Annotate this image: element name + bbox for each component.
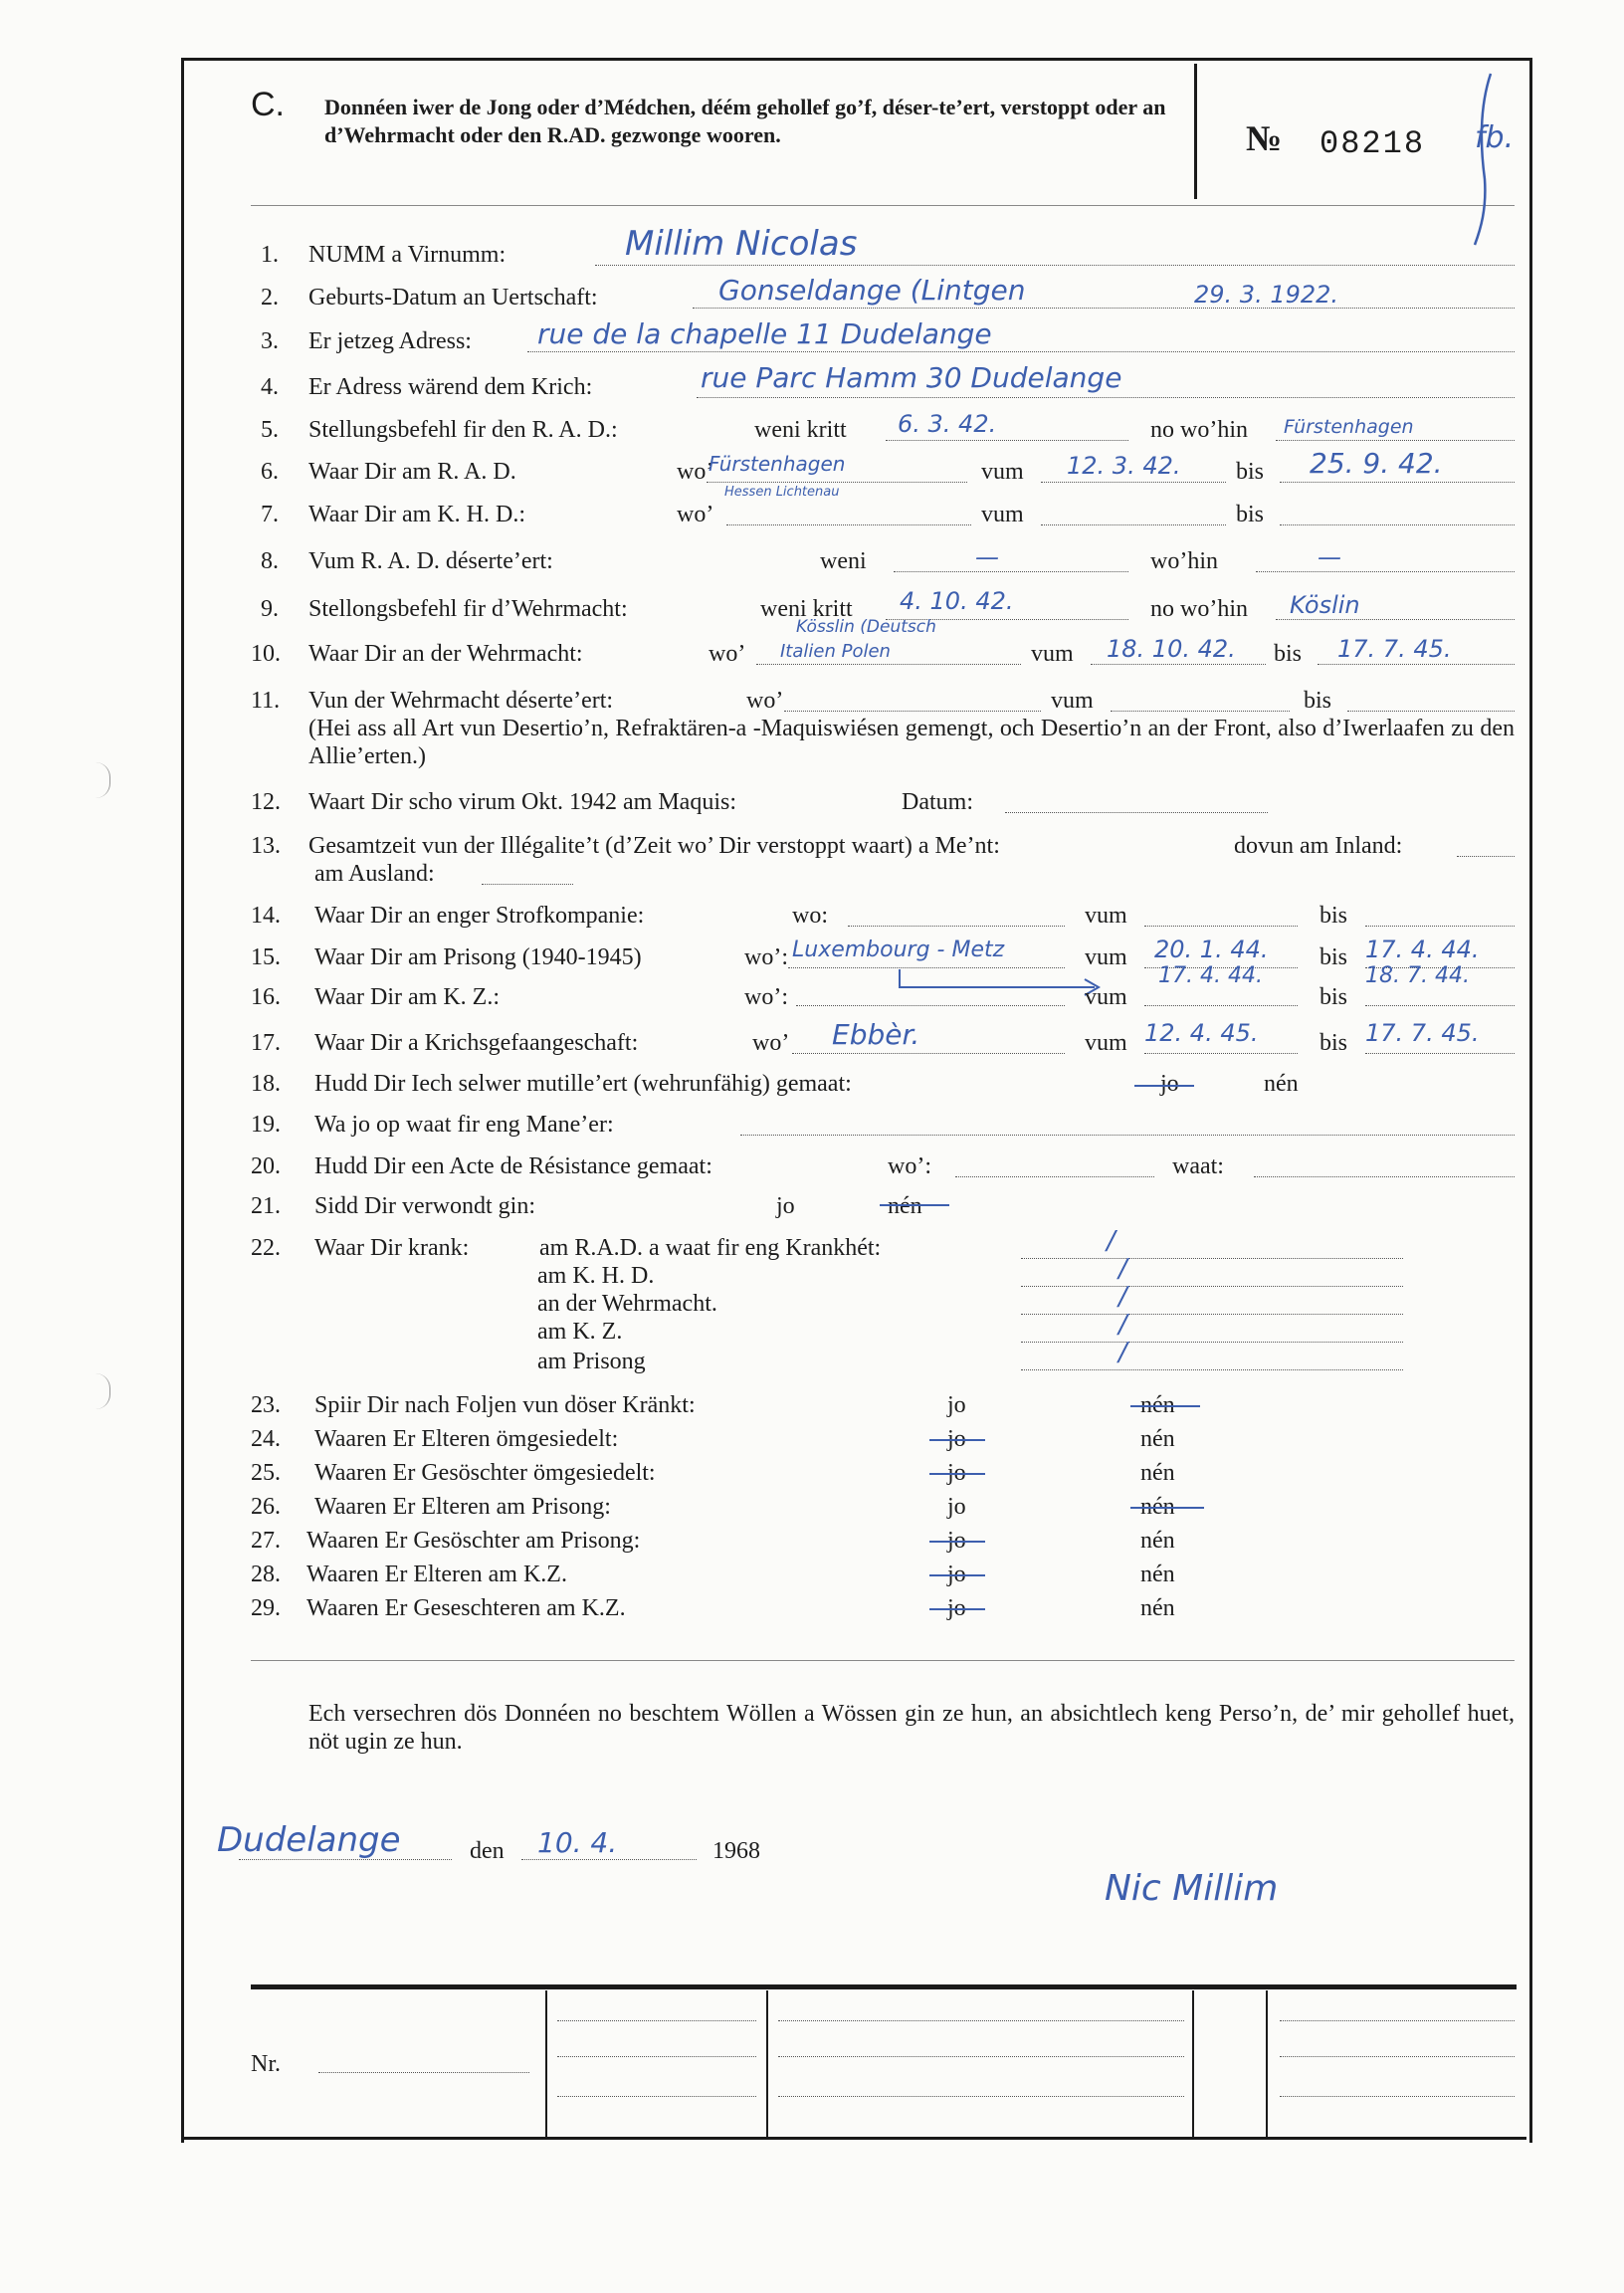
q10-where: Italien Polen: [780, 641, 891, 662]
q26-no[interactable]: nén: [1140, 1494, 1175, 1520]
signature: Nic Millim: [1105, 1868, 1279, 1909]
header-rule: [251, 205, 1515, 206]
q13-number: 13.: [251, 833, 281, 859]
q10-to: 17. 7. 45.: [1337, 635, 1452, 663]
q27-yes[interactable]: jo: [947, 1528, 966, 1554]
q5-number: 5.: [261, 417, 279, 443]
q17-number: 17.: [251, 1030, 281, 1056]
q9-when: 4. 10. 42.: [900, 587, 1014, 615]
q11-label: Vun der Wehrmacht déserte’ert:: [308, 688, 614, 714]
q8-where-label: wo’hin: [1150, 548, 1218, 574]
q23-number: 23.: [251, 1392, 281, 1418]
q22-rad-field[interactable]: [1021, 1258, 1403, 1259]
q10-label: Waar Dir an der Wehrmacht:: [308, 641, 583, 667]
footer-cell[interactable]: [778, 2056, 1184, 2057]
q20-where-label: wo’:: [888, 1153, 931, 1179]
q6-number: 6.: [261, 459, 279, 485]
q5-where-label: no wo’hin: [1150, 417, 1248, 443]
q17-to-field[interactable]: [1365, 1053, 1515, 1054]
q10-from-label: vum: [1031, 641, 1074, 667]
footer-cell[interactable]: [1280, 2020, 1515, 2021]
q20-what-label: waat:: [1172, 1153, 1224, 1179]
declaration-rule: [251, 1660, 1515, 1661]
footer-divider: [766, 1990, 768, 2138]
q3-number: 3.: [261, 328, 279, 354]
footer-cell[interactable]: [778, 2096, 1184, 2097]
q14-label: Waar Dir an enger Strofkompanie:: [314, 903, 645, 929]
q6-where-field[interactable]: [707, 482, 967, 483]
header-initials: fb.: [1475, 120, 1515, 155]
q7-where-label: wo’: [677, 502, 714, 527]
footer-divider: [545, 1990, 547, 2138]
declaration-text: Ech versechren dös Donnéen no beschtem Wöllen a Wössen gin ze hun, an absichtlech keng Perso’n, de’ mir gehollef huet, nöt ugin ze hun.: [308, 1701, 1515, 1755]
q20-label: Hudd Dir een Acte de Résistance gemaat:: [314, 1153, 712, 1179]
q10-from: 18. 10. 42.: [1107, 635, 1236, 663]
footer-cell[interactable]: [557, 2096, 756, 2097]
number-sign: №: [1246, 118, 1283, 158]
q28-label: Waaren Er Elteren am K.Z.: [306, 1562, 567, 1587]
q3-field[interactable]: [527, 351, 1515, 352]
q12-number: 12.: [251, 789, 281, 815]
q13-inland-field[interactable]: [1457, 856, 1515, 857]
q21-number: 21.: [251, 1193, 281, 1219]
q8-where-field[interactable]: [1256, 571, 1515, 572]
q9-where-field[interactable]: [1276, 619, 1515, 620]
q17-label: Waar Dir a Krichsgefaangeschaft:: [314, 1030, 639, 1056]
q8-when: —: [975, 543, 999, 571]
q13-ausland-field[interactable]: [482, 884, 573, 885]
q27-yes-strike: [929, 1541, 985, 1543]
q11-number: 11.: [251, 688, 281, 714]
q6-label: Waar Dir am R. A. D.: [308, 459, 516, 485]
q9-number: 9.: [261, 596, 279, 622]
q1-field[interactable]: [595, 265, 1515, 266]
q2-label: Geburts-Datum an Uertschaft:: [308, 285, 598, 311]
punch-hole: [96, 1373, 110, 1409]
q5-when-field[interactable]: [886, 440, 1128, 441]
q22-kz-field[interactable]: [1021, 1342, 1403, 1343]
q22-wm-mark: /: [1118, 1282, 1127, 1312]
q19-number: 19.: [251, 1112, 281, 1138]
q10-number: 10.: [251, 641, 281, 667]
q8-when-label: weni: [820, 548, 867, 574]
q2-field[interactable]: [693, 308, 1515, 309]
q20-where-field[interactable]: [955, 1176, 1154, 1177]
q23-no-strike: [1130, 1405, 1200, 1407]
q9-where-label: no wo’hin: [1150, 596, 1248, 622]
q18-label: Hudd Dir Iech selwer mutille’ert (wehrunfähig) gemaat:: [314, 1071, 852, 1097]
q13-ausland-label: am Ausland:: [314, 861, 435, 887]
q6-where-label: wo’: [677, 459, 714, 485]
q14-to-field[interactable]: [1365, 926, 1515, 927]
q10-to-field[interactable]: [1318, 664, 1515, 665]
q16-label: Waar Dir am K. Z.:: [314, 984, 500, 1010]
q11-to-field[interactable]: [1347, 711, 1515, 712]
q14-where-field[interactable]: [848, 926, 1065, 927]
q19-field[interactable]: [740, 1135, 1515, 1136]
q15-to: 17. 4. 44.: [1365, 936, 1480, 963]
q4-field[interactable]: [697, 397, 1515, 398]
q22-khd-mark: /: [1118, 1254, 1127, 1284]
footer-divider: [1192, 1990, 1194, 2138]
q7-to-label: bis: [1236, 502, 1265, 527]
q2-date: 29. 3. 1922.: [1194, 281, 1339, 309]
q2-number: 2.: [261, 285, 279, 311]
q29-yes-strike: [929, 1608, 985, 1610]
q15-from: 20. 1. 44.: [1154, 936, 1269, 963]
q9-label: Stellongsbefehl fir d’Wehrmacht:: [308, 596, 628, 622]
q24-yes[interactable]: jo: [947, 1426, 966, 1452]
q22-rad-mark: /: [1107, 1226, 1116, 1256]
q26-no-strike: [1130, 1507, 1204, 1509]
q22-kz: am K. Z.: [537, 1319, 623, 1345]
q15-to-label: bis: [1320, 944, 1348, 970]
q2-place: Gonseldange (Lintgen: [718, 274, 1026, 307]
q16-to-field[interactable]: [1365, 1005, 1515, 1006]
q19-label: Wa jo op waat fir eng Mane’er:: [314, 1112, 614, 1138]
q29-number: 29.: [251, 1595, 281, 1621]
q20-number: 20.: [251, 1153, 281, 1179]
q6-where-note: Hessen Lichtenau: [724, 485, 840, 500]
q22-prisong: am Prisong: [537, 1349, 646, 1374]
q1-label: NUMM a Virnumm:: [308, 242, 507, 268]
q1-number: 1.: [261, 242, 279, 268]
q15-number: 15.: [251, 944, 281, 970]
q22-label: Waar Dir krank:: [314, 1235, 470, 1261]
q9-where: Köslin: [1290, 591, 1360, 619]
q22-rad: am R.A.D. a waat fir eng Krankhét:: [539, 1235, 882, 1261]
q6-to: 25. 9. 42.: [1310, 447, 1443, 480]
q10-where-field[interactable]: [756, 664, 1021, 665]
q6-from-label: vum: [981, 459, 1024, 485]
q15-label: Waar Dir am Prisong (1940-1945): [314, 944, 642, 970]
q8-where: —: [1318, 543, 1341, 571]
q17-where-label: wo’: [752, 1030, 790, 1056]
q17-where: Ebbèr.: [832, 1018, 920, 1051]
q21-no-strike: [880, 1204, 949, 1206]
footer-bottom-bar: [181, 2137, 1526, 2140]
q16-from-field[interactable]: [1144, 1005, 1298, 1006]
q10-where-label: wo’: [709, 641, 746, 667]
q15-from-label: vum: [1085, 944, 1127, 970]
q5-when-label: weni kritt: [754, 417, 847, 443]
q22-khd: am K. H. D.: [537, 1263, 655, 1289]
q4-number: 4.: [261, 374, 279, 400]
q27-label: Waaren Er Gesöschter am Prisong:: [306, 1528, 641, 1554]
q28-yes-strike: [929, 1574, 985, 1576]
q7-where-field[interactable]: [726, 524, 971, 525]
q29-no[interactable]: nén: [1140, 1595, 1175, 1621]
q18-yes[interactable]: jo: [1160, 1071, 1179, 1097]
q8-when-field[interactable]: [894, 571, 1128, 572]
q15-where: Luxembourg - Metz: [792, 938, 1005, 962]
q22-khd-field[interactable]: [1021, 1286, 1403, 1287]
q25-number: 25.: [251, 1460, 281, 1486]
q3-label: Er jetzeg Adress:: [308, 328, 472, 354]
q16-where-field[interactable]: [796, 1005, 1065, 1006]
q28-number: 28.: [251, 1562, 281, 1587]
q1-value: Millim Nicolas: [625, 224, 858, 264]
q18-no[interactable]: nén: [1264, 1071, 1299, 1097]
q17-to: 17. 7. 45.: [1365, 1019, 1480, 1047]
q10-to-label: bis: [1274, 641, 1303, 667]
q14-number: 14.: [251, 903, 281, 929]
den-label: den: [470, 1838, 505, 1864]
q9-when-label: weni kritt: [760, 596, 853, 622]
q22-kz-mark: /: [1118, 1310, 1127, 1340]
header-separator: [1194, 64, 1197, 199]
q12-label: Waart Dir scho virum Okt. 1942 am Maquis:: [308, 789, 736, 815]
q16-from-label: vum: [1085, 984, 1127, 1010]
q6-from-field[interactable]: [1041, 482, 1226, 483]
q22-prisong-mark: /: [1118, 1338, 1127, 1367]
q11-from-label: vum: [1051, 688, 1094, 714]
q10-from-field[interactable]: [1091, 664, 1266, 665]
q16-to-label: bis: [1320, 984, 1348, 1010]
q27-no[interactable]: nén: [1140, 1528, 1175, 1554]
q11-to-label: bis: [1304, 688, 1332, 714]
q24-number: 24.: [251, 1426, 281, 1452]
q24-label: Waaren Er Elteren ömgesiedelt:: [314, 1426, 619, 1452]
q4-label: Er Adress wärend dem Krich:: [308, 374, 593, 400]
q7-from-label: vum: [981, 502, 1024, 527]
signing-year: 1968: [712, 1838, 760, 1864]
footer-nr-label: Nr.: [251, 2051, 281, 2077]
q21-label: Sidd Dir verwondt gin:: [314, 1193, 535, 1219]
q11-note: (Hei ass all Art vun Desertio’n, Refraktären-a -Maquiswiésen gemengt, och Desertio’n an der Front, also d’Iwerlaafen zu den Allie’erten.): [308, 716, 1515, 769]
q22-wm-field[interactable]: [1021, 1314, 1403, 1315]
q18-yes-strike: [1134, 1085, 1194, 1087]
q10-where-note: Kösslin (Deutsch: [796, 617, 936, 637]
footer-cell[interactable]: [557, 2020, 756, 2021]
q22-number: 22.: [251, 1235, 281, 1261]
q4-value: rue Parc Hamm 30 Dudelange: [701, 361, 1122, 394]
q26-number: 26.: [251, 1494, 281, 1520]
q11-where-label: wo’: [746, 688, 784, 714]
q7-from-field[interactable]: [1041, 524, 1226, 525]
q17-to-label: bis: [1320, 1030, 1348, 1056]
q14-from-label: vum: [1085, 903, 1127, 929]
q23-yes[interactable]: jo: [947, 1392, 966, 1418]
footer-nr-field[interactable]: [318, 2072, 529, 2073]
q22-wm: an der Wehrmacht.: [537, 1291, 717, 1317]
q23-no[interactable]: nén: [1140, 1392, 1175, 1418]
q6-to-label: bis: [1236, 459, 1265, 485]
q16-to: 18. 7. 44.: [1365, 963, 1470, 988]
q21-no[interactable]: nén: [888, 1193, 922, 1219]
q5-when: 6. 3. 42.: [898, 410, 997, 438]
q11-where-field[interactable]: [784, 711, 1041, 712]
q8-number: 8.: [261, 548, 279, 574]
q11-from-field[interactable]: [1111, 711, 1290, 712]
q29-label: Waaren Er Geseschteren am K.Z.: [306, 1595, 626, 1621]
q6-where: Fürstenhagen: [709, 452, 846, 476]
q25-no[interactable]: nén: [1140, 1460, 1175, 1486]
q17-where-field[interactable]: [792, 1053, 1065, 1054]
date-field[interactable]: [521, 1859, 697, 1860]
q28-no[interactable]: nén: [1140, 1562, 1175, 1587]
initials-stroke: [1451, 70, 1521, 249]
q25-label: Waaren Er Gesöschter ömgesiedelt:: [314, 1460, 656, 1486]
punch-hole: [96, 762, 110, 798]
q20-what-field[interactable]: [1254, 1176, 1515, 1177]
q17-from-label: vum: [1085, 1030, 1127, 1056]
q8-label: Vum R. A. D. déserte’ert:: [308, 548, 553, 574]
q7-to-field[interactable]: [1280, 524, 1515, 525]
q17-from-field[interactable]: [1144, 1053, 1298, 1054]
q13-label: Gesamtzeit vun der Illégalite’t (d’Zeit wo’ Dir verstoppt waart) a Me’nt:: [308, 833, 1000, 859]
q16-where-label: wo’:: [744, 984, 788, 1010]
section-letter: C.: [251, 86, 285, 123]
signing-date: 10. 4.: [537, 1826, 618, 1859]
footer-divider: [1266, 1990, 1268, 2138]
q23-label: Spiir Dir nach Foljen vun döser Kränkt:: [314, 1392, 696, 1418]
q17-from: 12. 4. 45.: [1144, 1019, 1259, 1047]
q15-where-label: wo’:: [744, 944, 788, 970]
q25-yes-strike: [929, 1473, 985, 1475]
footer-cell[interactable]: [1280, 2056, 1515, 2057]
q21-yes[interactable]: jo: [776, 1193, 795, 1219]
q26-yes[interactable]: jo: [947, 1494, 966, 1520]
q13-inland-label: dovun am Inland:: [1234, 833, 1403, 859]
q5-where: Fürstenhagen: [1284, 416, 1414, 438]
q14-where-label: wo:: [792, 903, 828, 929]
q29-yes[interactable]: jo: [947, 1595, 966, 1621]
signing-place: Dudelange: [217, 1820, 401, 1860]
q22-prisong-field[interactable]: [1021, 1369, 1403, 1370]
q28-yes[interactable]: jo: [947, 1562, 966, 1587]
q7-number: 7.: [261, 502, 279, 527]
q6-from: 12. 3. 42.: [1067, 452, 1181, 480]
q16-arrow: [896, 963, 1115, 1003]
q7-label: Waar Dir am K. H. D.:: [308, 502, 526, 527]
footer-cell[interactable]: [1280, 2096, 1515, 2097]
q6-to-field[interactable]: [1280, 482, 1515, 483]
q18-number: 18.: [251, 1071, 281, 1097]
footer-top-bar: [251, 1984, 1517, 1989]
q12-date-label: Datum:: [902, 789, 973, 815]
footer-cell[interactable]: [557, 2056, 756, 2057]
serial-number: 08218: [1320, 125, 1426, 162]
q14-from-field[interactable]: [1144, 926, 1298, 927]
q5-label: Stellungsbefehl fir den R. A. D.:: [308, 417, 618, 443]
q3-value: rue de la chapelle 11 Dudelange: [537, 317, 992, 350]
form-title: Donnéen iwer de Jong oder d’Médchen, déém gehollef go’f, déser-te’ert, verstoppt oder an d’Wehrmacht oder den R.AD. gezwonge wooren.: [324, 95, 1166, 147]
q5-where-field[interactable]: [1276, 440, 1515, 441]
q16-from: 17. 4. 44.: [1158, 963, 1263, 988]
q27-number: 27.: [251, 1528, 281, 1554]
q24-yes-strike: [929, 1439, 985, 1441]
q16-number: 16.: [251, 984, 281, 1010]
q25-yes[interactable]: jo: [947, 1460, 966, 1486]
q12-date-field[interactable]: [1005, 812, 1268, 813]
footer-cell[interactable]: [778, 2020, 1184, 2021]
q26-label: Waaren Er Elteren am Prisong:: [314, 1494, 611, 1520]
q24-no[interactable]: nén: [1140, 1426, 1175, 1452]
q14-to-label: bis: [1320, 903, 1348, 929]
